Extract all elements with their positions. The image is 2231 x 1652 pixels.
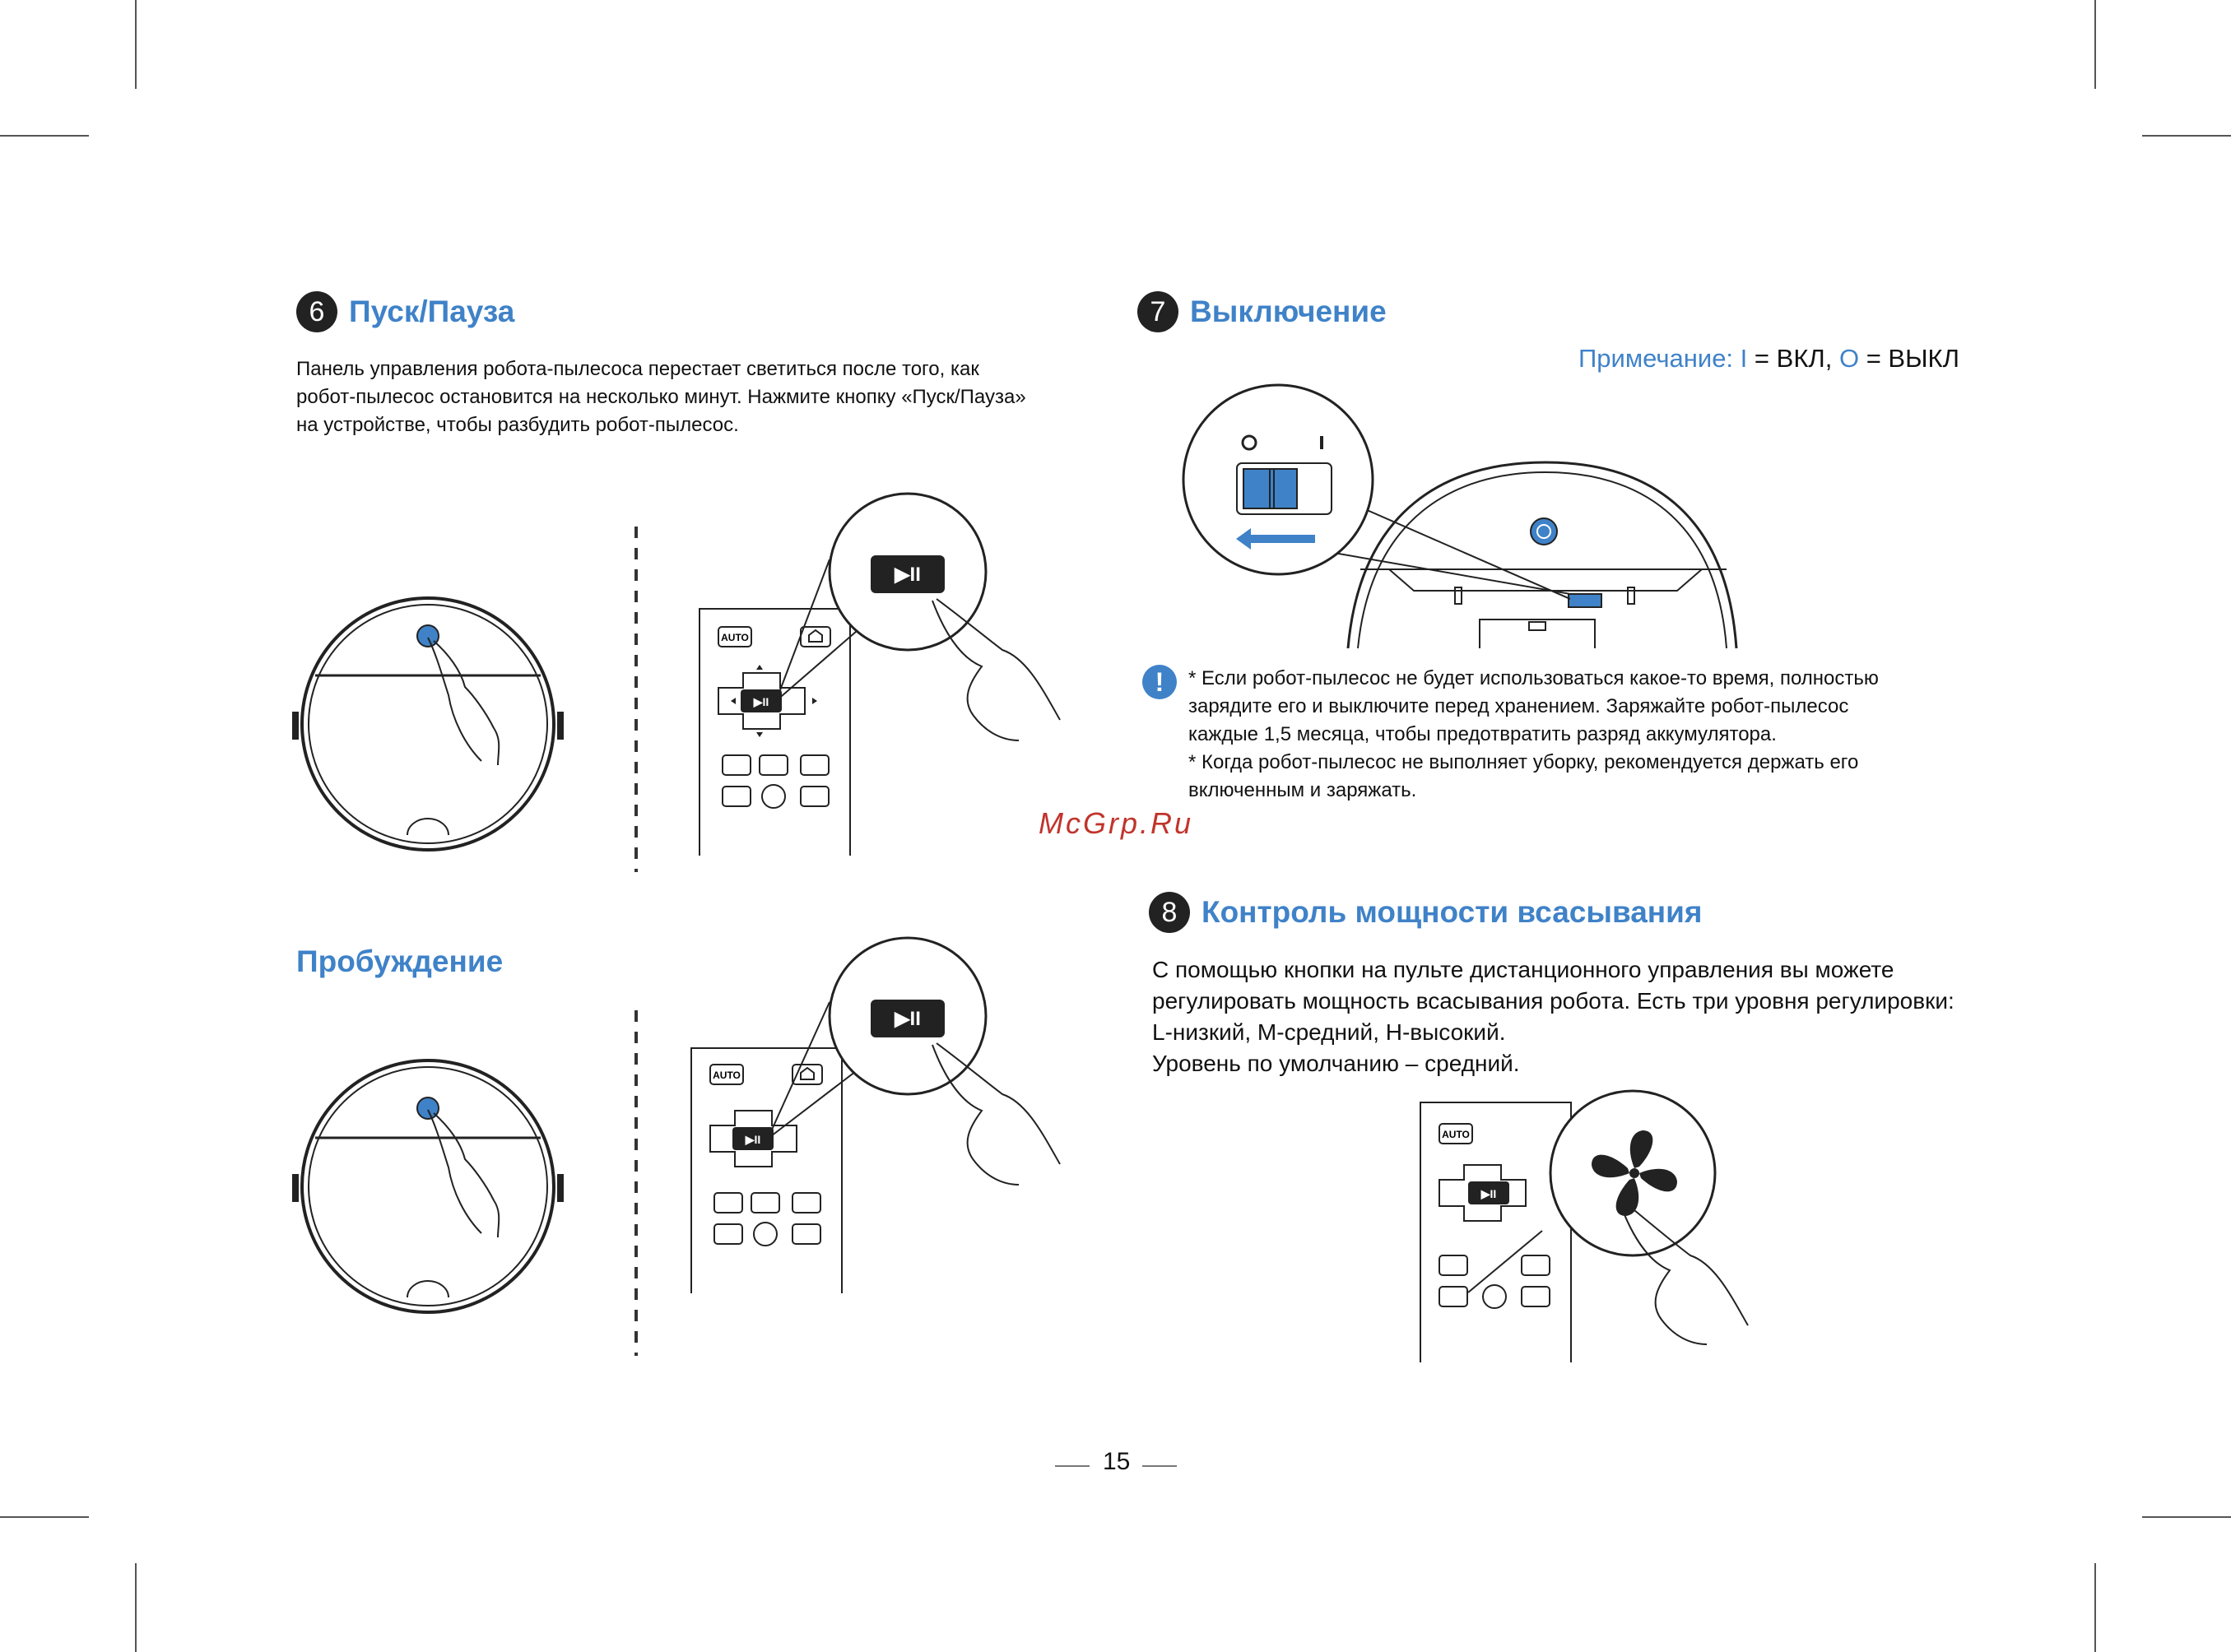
power-switch-illustration bbox=[1183, 393, 1743, 648]
switch-note bbox=[1578, 344, 1959, 374]
text-line: зарядите его и выключите перед хранением. Заряжайте робот-пылесос bbox=[1188, 695, 1849, 717]
robot-top-illustration bbox=[292, 596, 564, 852]
page-number: 15 bbox=[1103, 1448, 1131, 1475]
section-title: Выключение bbox=[1190, 295, 1387, 328]
page-number-line bbox=[1142, 1465, 1177, 1467]
dashed-divider bbox=[634, 1010, 639, 1356]
crop-mark bbox=[2142, 135, 2231, 137]
remote-illustration bbox=[1419, 1091, 1847, 1362]
crop-mark bbox=[2094, 0, 2096, 89]
section-title: Пробуждение bbox=[296, 944, 504, 978]
section-title: Пуск/Пауза bbox=[349, 295, 515, 328]
section-number: 6 bbox=[296, 291, 337, 332]
hand-icon bbox=[434, 641, 499, 765]
svg-text:▶II: ▶II bbox=[753, 695, 769, 708]
text-line: робот-пылесос остановится на несколько минут. Нажмите кнопку «Пуск/Пауза» bbox=[296, 386, 1026, 408]
crop-mark bbox=[2094, 1563, 2096, 1652]
text-line: на устройстве, чтобы разбудить робот-пылесос. bbox=[296, 414, 739, 436]
remote-illustration bbox=[690, 936, 1093, 1298]
section-title: Контроль мощности всасывания bbox=[1201, 895, 1703, 929]
wake-header bbox=[296, 944, 503, 979]
hand-icon bbox=[434, 1113, 499, 1237]
crop-mark bbox=[0, 1516, 89, 1518]
section-6-text bbox=[296, 355, 1026, 439]
power-button-icon bbox=[1531, 518, 1557, 545]
auto-label: AUTO bbox=[1442, 1129, 1470, 1140]
auto-label: AUTO bbox=[721, 632, 749, 643]
note-on-symbol: I bbox=[1740, 344, 1748, 373]
svg-text:▶II: ▶II bbox=[1480, 1187, 1497, 1200]
warning-icon: ! bbox=[1142, 665, 1177, 699]
crop-mark bbox=[135, 1563, 137, 1652]
play-pause-icon: ▶II bbox=[895, 564, 921, 586]
page-number-line bbox=[1055, 1465, 1090, 1467]
robot-top-illustration bbox=[292, 1059, 564, 1314]
note-off-text: = ВЫКЛ bbox=[1866, 344, 1959, 373]
auto-label: AUTO bbox=[713, 1070, 741, 1081]
text-line: включенным и заряжать. bbox=[1188, 779, 1417, 801]
warning-text bbox=[1188, 665, 1879, 805]
home-icon bbox=[801, 1068, 814, 1079]
note-off-symbol: O bbox=[1838, 344, 1860, 373]
crop-mark bbox=[135, 0, 137, 89]
text-line: Уровень по умолчанию – средний. bbox=[1152, 1051, 1520, 1076]
section-number: 8 bbox=[1149, 892, 1190, 933]
text-line: * Когда робот-пылесос не выполняет уборку, рекомендуется держать его bbox=[1188, 751, 1859, 773]
section-number: 7 bbox=[1137, 291, 1178, 332]
dashed-divider bbox=[634, 527, 639, 872]
text-line: * Если робот-пылесос не будет использоваться какое-то время, полностью bbox=[1188, 667, 1879, 689]
text-line: С помощью кнопки на пульте дистанционного управления вы можете bbox=[1152, 957, 1894, 982]
crop-mark bbox=[2142, 1516, 2231, 1518]
text-line: каждые 1,5 месяца, чтобы предотвратить разряд аккумулятора. bbox=[1188, 723, 1777, 745]
home-icon bbox=[809, 630, 822, 642]
section-8-text bbox=[1152, 954, 1954, 1079]
text-line: L-низкий, M-средний, H-высокий. bbox=[1152, 1019, 1506, 1045]
text-line: Панель управления робота-пылесоса перестает светиться после того, как bbox=[296, 358, 979, 380]
play-pause-icon: ▶II bbox=[895, 1008, 921, 1030]
text-line: регулировать мощность всасывания робота. Есть три уровня регулировки: bbox=[1152, 988, 1954, 1014]
section-7-header bbox=[1137, 291, 1387, 332]
note-label: Примечание: bbox=[1578, 344, 1734, 373]
section-8-header bbox=[1149, 892, 1702, 933]
crop-mark bbox=[0, 135, 89, 137]
watermark: McGrp.Ru bbox=[1039, 806, 1194, 840]
svg-text:▶II: ▶II bbox=[745, 1133, 761, 1146]
remote-illustration bbox=[698, 494, 1093, 856]
section-6-header bbox=[296, 291, 514, 332]
note-on-text: = ВКЛ, bbox=[1754, 344, 1833, 373]
